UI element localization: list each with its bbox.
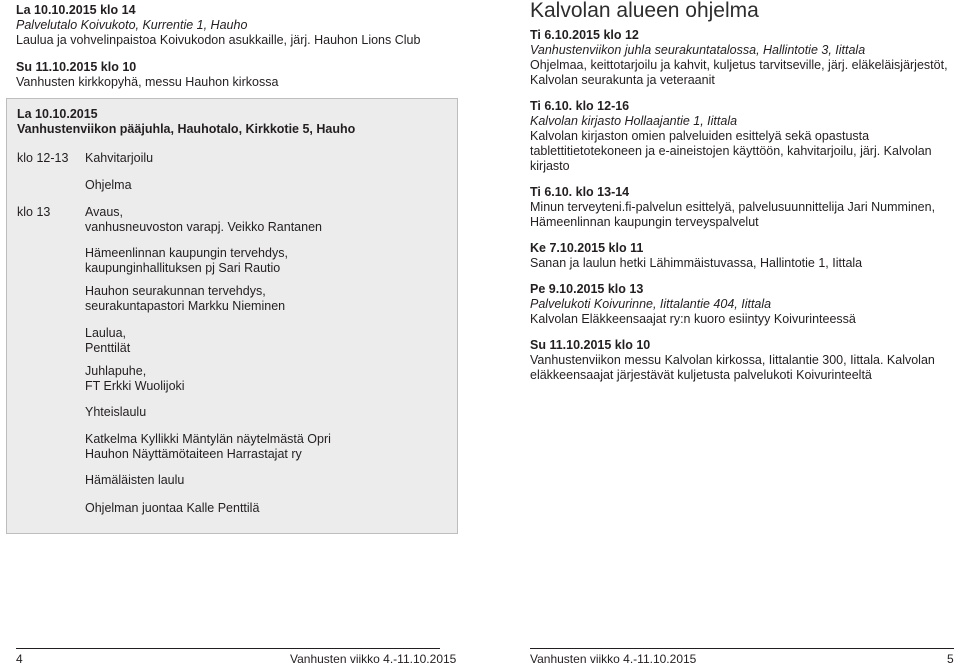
program-title: Vanhustenviikon pääjuhla, Hauhotalo, Kirkkotie 5, Hauho [17,122,356,136]
event-description: Minun terveyteni.fi-palvelun esittelyä, palvelusuunnittelija Jari Numminen, [530,200,936,214]
event-entry [530,241,950,271]
program-item-line: seurakuntapastori Markku Nieminen [85,299,286,313]
program-item-line: Katkelma Kyllikki Mäntylän näytelmästä Opri [85,432,331,446]
program-item-line: Hauhon seurakunnan tervehdys, [85,284,266,298]
program-item-program: Ohjelma [85,178,132,192]
event-entry [530,338,950,383]
program-date: La 10.10.2015 [17,107,98,121]
event-location: Palvelutalo Koivukoto, Kurrentie 1, Hauho [16,18,248,32]
program-item-speech [85,364,385,394]
event-entry [530,282,950,327]
program-item-play [85,432,385,462]
program-item-greeting-city [85,246,385,276]
event-koivukoto [16,3,456,48]
event-heading: Su 11.10.2015 klo 10 [530,338,651,352]
event-location: Palvelukoti Koivurinne, Iittalantie 404, Iittala [530,297,772,311]
event-description: Laulua ja vohvelinpaistoa Koivukodon asukkaille, järj. Hauhon Lions Club [16,33,421,47]
footer-divider-left [16,648,440,649]
event-description: Kalvolan Eläkkeensaajat ry:n kuoro esiintyy Koivurinteessä [530,312,856,326]
program-item-sing: Yhteislaulu [85,405,147,419]
program-item-line: Laulua, [85,326,127,340]
event-description: tablettitietotekoneen ja e-aineistojen käyttöön, kahvitarjoilu, järj. Kalvolan [530,144,932,158]
program-time-2: klo 13 [17,205,51,219]
program-item-opening [85,205,385,235]
program-item-line: Hämeenlinnan kaupungin tervehdys, [85,246,288,260]
program-item-coffee: Kahvitarjoilu [85,151,154,165]
event-description: Kalvolan kirjaston omien palveluiden esittelyä sekä opastusta [530,129,870,143]
footer-title-left: Vanhusten viikko 4.-11.10.2015 [290,652,457,663]
event-heading: Pe 9.10.2015 klo 13 [530,282,644,296]
left-events [16,3,456,102]
event-heading: Ti 6.10.2015 klo 12 [530,28,639,42]
event-heading: Ti 6.10. klo 12-16 [530,99,630,113]
event-entry [530,99,950,174]
event-heading: La 10.10.2015 klo 14 [16,3,136,17]
program-item-line: kaupunginhallituksen pj Sari Rautio [85,261,281,275]
page-title: Kalvolan alueen ohjelma [530,0,759,22]
program-time-1: klo 12-13 [17,151,69,165]
footer-page-number-left: 4 [16,652,23,663]
event-description: Kalvolan seurakunta ja veteraanit [530,73,715,87]
event-description: Hämeenlinnan kaupungin terveyspalvelut [530,215,759,229]
footer-divider-right [530,648,954,649]
event-location: Kalvolan kirjasto Hollaajantie 1, Iittala [530,114,738,128]
event-kirkkopyha [16,60,456,90]
event-location: Vanhustenviikon juhla seurakuntatalossa, Hallintotie 3, Iittala [530,43,866,57]
program-item-line: Avaus, [85,205,123,219]
program-item-greeting-parish [85,284,385,314]
program-item-line: Penttilät [85,341,131,355]
event-description: Ohjelmaa, keittotarjoilu ja kahvit, kuljetus tarvitseville, järj. eläkeläisjärjestöt, [530,58,948,72]
event-description: Sanan ja laulun hetki Lähimmäistuvassa, Hallintotie 1, Iittala [530,256,863,270]
program-item-host: Ohjelman juontaa Kalle Penttilä [85,501,260,515]
program-item-line: Juhlapuhe, [85,364,147,378]
program-item-song [85,326,385,356]
program-item-line: vanhusneuvoston varapj. Veikko Rantanen [85,220,322,234]
event-heading: Ke 7.10.2015 klo 11 [530,241,644,255]
program-item-line: Hauhon Näyttämötaiteen Harrastajat ry [85,447,302,461]
event-description: Vanhusten kirkkopyhä, messu Hauhon kirkossa [16,75,279,89]
event-description: kirjasto [530,159,570,173]
event-heading: Su 11.10.2015 klo 10 [16,60,137,74]
program-item-anthem: Hämäläisten laulu [85,473,185,487]
program-item-line: FT Erkki Wuolijoki [85,379,185,393]
event-entry [530,185,950,230]
event-description: eläkkeensaajat järjestävät kuljetusta palvelukoti Koivurinteeltä [530,368,872,382]
event-heading: Ti 6.10. klo 13-14 [530,185,630,199]
right-column [530,0,950,394]
footer-title-right: Vanhusten viikko 4.-11.10.2015 [530,652,697,663]
main-event-program-box [6,98,458,534]
program-heading [17,107,355,137]
footer-page-number-right: 5 [947,652,954,663]
event-entry [530,28,950,88]
event-description: Vanhustenviikon messu Kalvolan kirkossa, Iittalantie 300, Iittala. Kalvolan [530,353,935,367]
